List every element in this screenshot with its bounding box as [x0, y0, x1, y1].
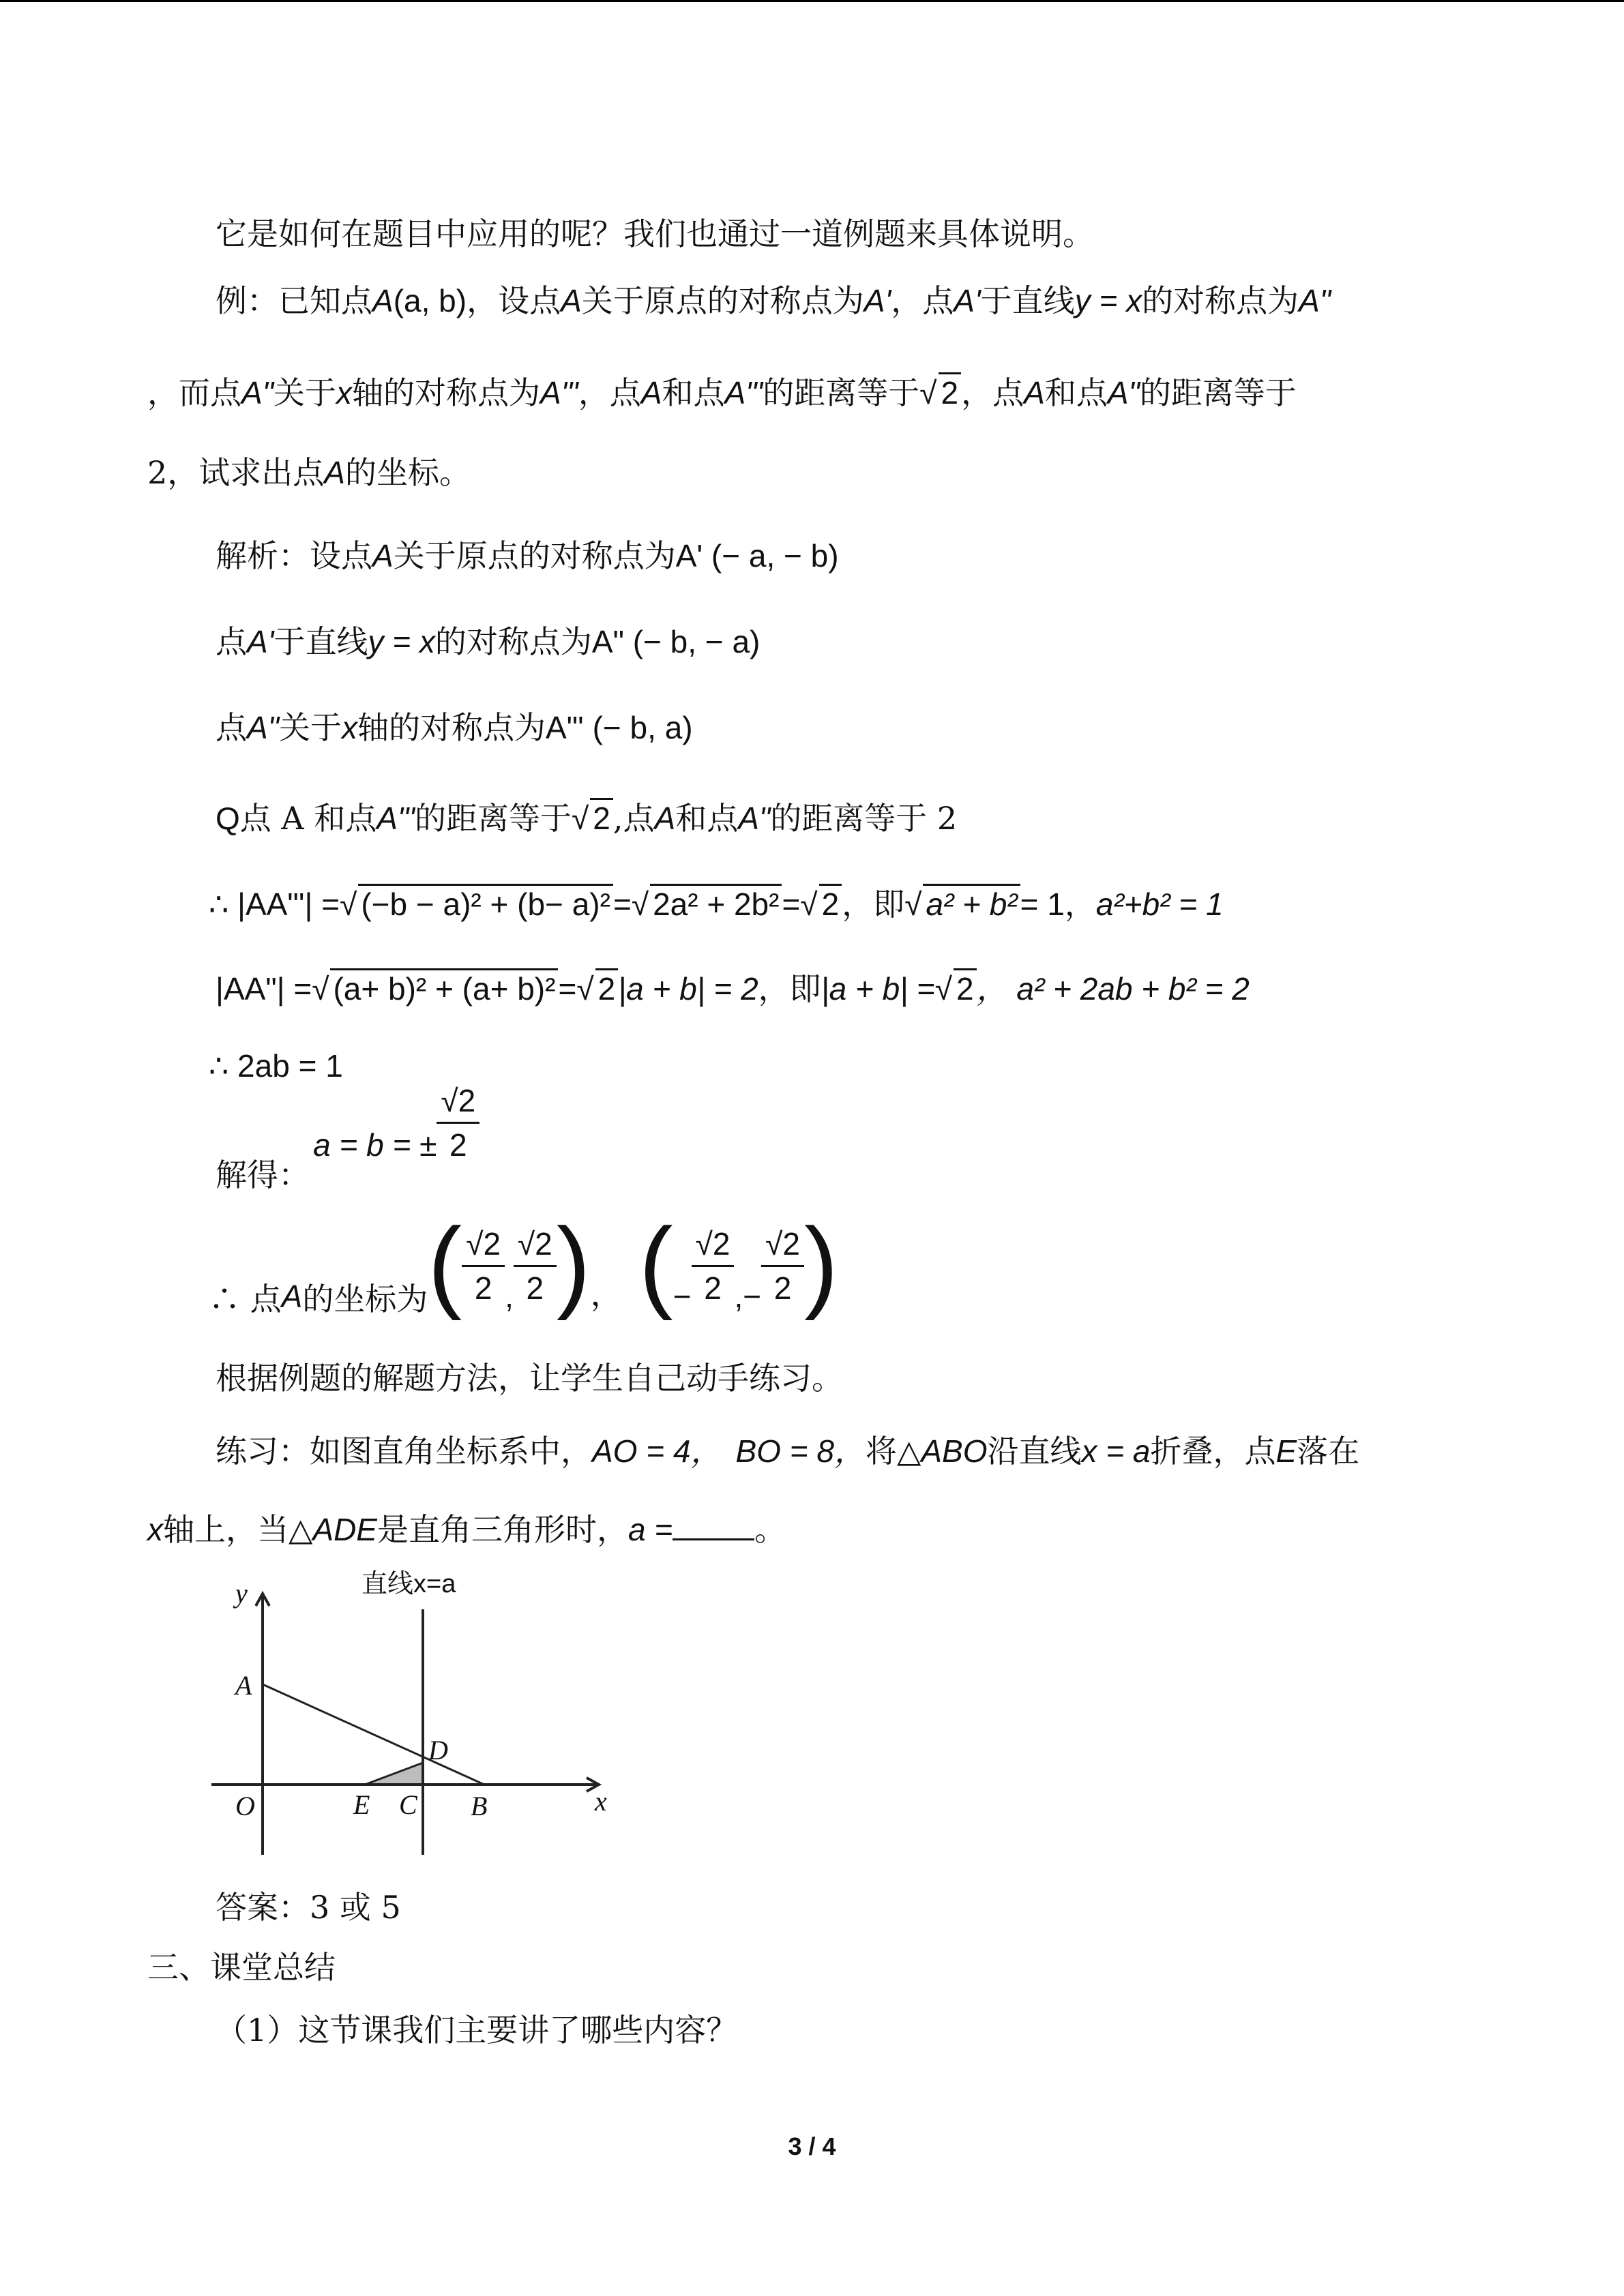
text: 是直角三角形时，	[377, 1511, 628, 1548]
label-e: E	[353, 1789, 370, 1820]
math: Q	[216, 801, 240, 836]
text: 关于原点的对称点为	[581, 282, 864, 319]
math: |a + b| = 2	[618, 971, 758, 1007]
equation-1: ∴ |AA"'| =√ (−b − a)² + (b− a)²=√ 2a² + 2b²=√ 2，即√ a² + b²= 1，a²+b² = 1	[209, 880, 1224, 925]
text: 点	[216, 709, 247, 746]
label-c: C	[399, 1789, 417, 1820]
equation-2: |AA"| =√ (a+ b)² + (a+ b)²=√ 2|a + b| = 2，即|a + b| =√ 2， a² + 2ab + b² = 2	[216, 964, 1250, 1009]
math: A	[281, 1279, 303, 1314]
text: 的对称点为	[1142, 282, 1299, 319]
text: 的坐标。	[344, 454, 471, 491]
math: A"'	[377, 801, 415, 836]
math: a²+b² = 1	[1095, 886, 1224, 922]
text: 轴上，当△	[163, 1511, 313, 1548]
math: (a, b)	[393, 283, 467, 318]
text: ,点	[612, 800, 655, 837]
math: A	[654, 801, 676, 836]
text: 落在	[1297, 1433, 1360, 1470]
math: A"	[241, 375, 274, 411]
fraction: $\frac{√2}{2}$	[462, 1225, 505, 1307]
math: ADE	[312, 1512, 377, 1547]
math: A"' (− b, a)	[546, 710, 693, 745]
intro-line: 它是如何在题目中应用的呢？我们也通过一道例题来具体说明。	[216, 215, 1094, 252]
text: 和点	[1044, 374, 1108, 411]
math: x	[336, 375, 353, 411]
text: 关于原点的对称点为	[393, 537, 676, 574]
math: (−b − a)² + (b− a)²	[358, 884, 613, 923]
math: 2	[954, 968, 977, 1007]
text: ∴ 点	[209, 1281, 282, 1317]
math: |AA"| =	[216, 971, 312, 1007]
text: 2，试求出点	[147, 454, 325, 491]
coordinates-line: ∴ 点A的坐标为( $\frac{√2}{2}$ , $\frac{√2}{2}$ )， (− $\frac{√2}{2}$ ,− $\frac{√2}{2}$ )	[209, 1206, 838, 1321]
solution-line-3	[216, 709, 693, 746]
math: 2a² + 2b²	[650, 884, 782, 923]
math: =	[558, 971, 577, 1007]
example-line-3	[147, 454, 471, 491]
math: x	[342, 710, 358, 745]
math: A"	[247, 710, 280, 745]
text: 和点	[662, 374, 725, 411]
text: 于直线	[980, 282, 1075, 319]
math: a =	[628, 1512, 673, 1547]
text: 。	[754, 1511, 786, 1548]
text: 将△	[865, 1433, 921, 1470]
math: A"'	[724, 375, 763, 411]
solution-line-1	[216, 537, 839, 574]
equation-3: ∴ 2ab = 1	[209, 1048, 343, 1084]
solution-line-2	[216, 623, 760, 660]
text: 和点	[675, 800, 739, 837]
solution-line-4: Q点 A 和点A"'的距离等于√ 2,点A和点A"的距离等于 2	[216, 798, 957, 837]
text: 解得：	[216, 1157, 310, 1193]
math: A"	[1299, 283, 1331, 318]
example-line-1	[216, 282, 1331, 319]
math: 2	[590, 798, 613, 837]
text: 点 A 和点	[239, 800, 377, 837]
text: 的坐标为	[302, 1281, 428, 1317]
math: A" (− b, − a)	[591, 624, 761, 659]
text: 的距离等于	[415, 800, 572, 837]
coordinate-figure	[205, 1568, 628, 1868]
text: 于直线	[274, 623, 368, 660]
math: A' (− a, − b)	[675, 538, 839, 573]
math: ∴ |AA"'| =	[209, 886, 340, 922]
math: =	[612, 886, 632, 922]
label-x: x	[595, 1786, 607, 1817]
math: E	[1275, 1433, 1297, 1469]
math: A	[372, 538, 394, 573]
math: A	[1024, 375, 1045, 411]
text: 轴的对称点为	[352, 374, 541, 411]
text: ，点	[891, 282, 954, 319]
math: = 1，	[1020, 886, 1096, 922]
text: ，点	[961, 374, 1024, 411]
answer: 答案：3 或 5	[216, 1889, 401, 1926]
text: ，而点	[147, 374, 241, 411]
page-number: 3 / 4	[788, 2132, 836, 2160]
text: ，点	[578, 374, 641, 411]
math: a = b = ±	[313, 1127, 437, 1163]
math: BO = 8，	[735, 1433, 866, 1469]
math: A'	[954, 283, 981, 318]
text: 练习：如图直角坐标系中，	[216, 1433, 592, 1470]
fraction: $\frac{√2}{2}$	[514, 1225, 557, 1307]
text: 关于	[279, 709, 342, 746]
math: A	[640, 375, 662, 411]
top-border	[0, 0, 1624, 2]
math: ABO	[921, 1433, 988, 1469]
math: A"	[738, 801, 771, 836]
math: (a+ b)² + (a+ b)²	[330, 968, 558, 1007]
math: A"'	[540, 375, 578, 411]
math: AO = 4，	[592, 1433, 722, 1469]
text: 的对称点为	[434, 623, 592, 660]
math: a² + b²	[923, 884, 1020, 923]
fraction: $\frac{√2}{2}$	[692, 1225, 735, 1307]
text: 点	[216, 623, 247, 660]
solved-line	[216, 1083, 479, 1193]
math: A	[324, 455, 345, 490]
text: 沿直线	[987, 1433, 1082, 1470]
fraction: $\frac{√2}{2}$	[761, 1225, 804, 1307]
math: x = a	[1081, 1433, 1151, 1469]
label-o: O	[235, 1791, 255, 1821]
math: |a + b| =	[821, 971, 935, 1007]
math: A	[561, 283, 582, 318]
answer-blank	[673, 1511, 754, 1540]
math: y = x	[368, 624, 435, 659]
math: 2	[595, 968, 619, 1007]
math: y = x	[1074, 283, 1142, 318]
text: 关于	[274, 374, 337, 411]
text: 的距离等于 2	[770, 800, 958, 837]
math: 2	[819, 884, 842, 923]
label-b: B	[471, 1791, 488, 1821]
math: x	[147, 1512, 163, 1547]
math: =	[782, 886, 801, 922]
text: ，设点	[467, 282, 561, 319]
math: A'	[247, 624, 274, 659]
segment-ab	[263, 1684, 484, 1785]
math: A	[372, 283, 394, 318]
example-line-2: ，而点A"关于x轴的对称点为A"'，点A和点A"'的距离等于√ 2，点A和点A"的距离等于	[147, 372, 1297, 411]
fraction: $\frac{√2}{2}$	[437, 1082, 479, 1163]
practice-line-2	[147, 1511, 786, 1548]
label-d: D	[428, 1735, 448, 1765]
text: ，即	[842, 886, 905, 923]
practice-line-1	[216, 1427, 1359, 1472]
line-label: 直线x=a	[361, 1570, 456, 1598]
section-3-heading: 三、课堂总结	[147, 1949, 336, 1986]
text: 解析：设点	[216, 537, 372, 574]
text: 的距离等于	[1139, 374, 1297, 411]
label-a: A	[235, 1670, 252, 1701]
text: 例：已知点	[216, 282, 372, 319]
math: A'	[863, 283, 891, 318]
math: ， a² + 2ab + b² = 2	[976, 971, 1250, 1007]
practice-intro: 根据例题的解题方法，让学生自己动手练习。	[216, 1360, 843, 1397]
text: 轴的对称点为	[357, 709, 546, 746]
math: 2	[939, 372, 962, 411]
text: ，即	[758, 970, 821, 1007]
text: 折叠，点	[1150, 1433, 1276, 1470]
math: A"	[1107, 375, 1140, 411]
label-y: y	[235, 1578, 248, 1609]
summary-question-1: （1）这节课我们主要讲了哪些内容？	[216, 2012, 738, 2048]
text: 的距离等于	[763, 374, 920, 411]
